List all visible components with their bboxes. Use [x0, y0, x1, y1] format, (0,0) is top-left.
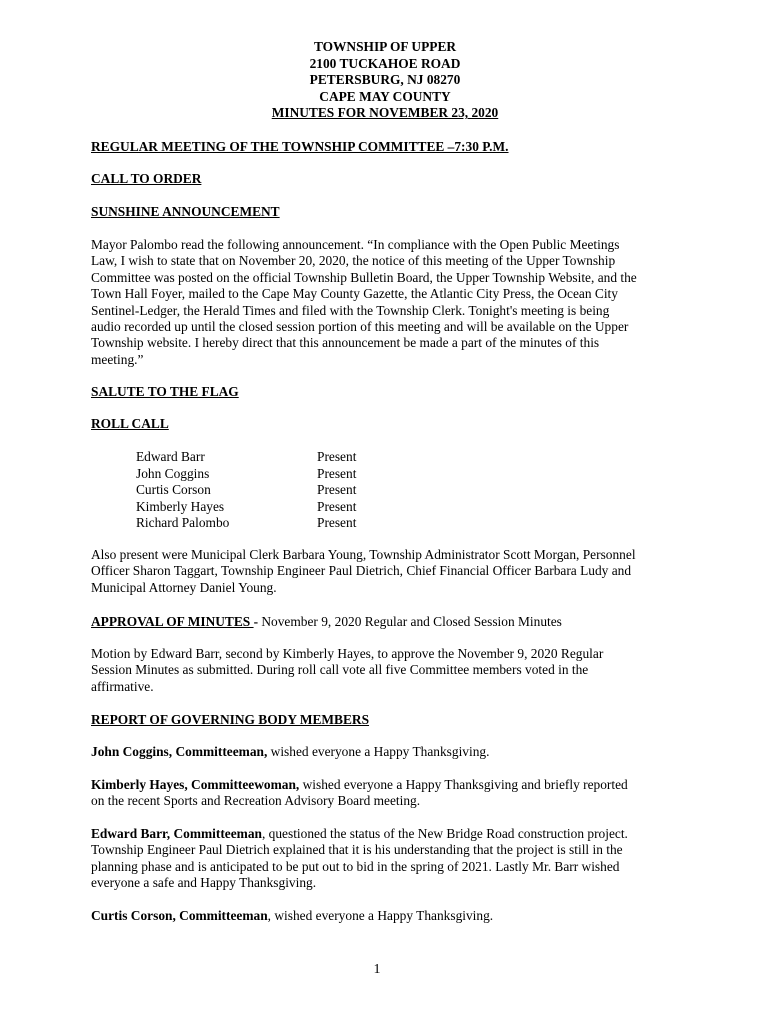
text-line: everyone a safe and Happy Thanksgiving. — [91, 875, 317, 891]
member-name: Edward Barr — [136, 449, 205, 464]
approval-line — [91, 614, 671, 630]
text-line: Township website. I hereby direct that this announcement be made a part of the minutes of this — [91, 335, 600, 351]
text-line: Session Minutes as submitted. During roll call vote all five Committee members voted in the — [91, 662, 589, 678]
report-coggins — [91, 744, 671, 760]
text-line: affirmative. — [91, 678, 154, 694]
roll-row — [136, 466, 436, 483]
text-line: Sentinel-Ledger, the Herald Times and filed with the Township Clerk. Tonight's meeting is being — [91, 302, 610, 318]
heading-regular-meeting: REGULAR MEETING OF THE TOWNSHIP COMMITTEE –7:30 P.M. — [91, 139, 509, 154]
member-name: Richard Palombo — [136, 515, 230, 531]
heading-salute: SALUTE TO THE FLAG — [91, 384, 239, 399]
report-text: wished everyone a Happy Thanksgiving. — [267, 744, 490, 759]
heading-approval: APPROVAL OF MINUTES — [91, 614, 254, 629]
report-hayes — [91, 777, 671, 810]
member-name: Curtis Corson — [136, 482, 211, 498]
attendance-status: Present — [317, 482, 357, 498]
text-line: Town Hall Foyer, mailed to the Cape May County Gazette, the Atlantic City Press, the Ocean City — [91, 286, 618, 302]
report-text: , questioned the status of the New Bridge Road construction project. — [261, 826, 628, 841]
text-line: Law, I wish to state that on November 20, 2020, the notice of this meeting of the Upper Township — [91, 253, 616, 269]
heading-sunshine: SUNSHINE ANNOUNCEMENT — [91, 204, 280, 219]
member-name: Curtis Corson, Committeeman — [91, 908, 268, 923]
document-header — [0, 39, 770, 122]
header-township: TOWNSHIP OF UPPER — [313, 39, 457, 54]
roll-row — [136, 482, 436, 499]
member-name: John Coggins, Committeeman, — [91, 744, 268, 759]
approval-dash: - — [253, 614, 262, 629]
text-line: Mayor Palombo read the following announcement. “In compliance with the Open Public Meetings — [91, 237, 620, 252]
text-line: Committee was posted on the official Township Bulletin Board, the Upper Township Website, and the — [91, 269, 637, 285]
attendance-status: Present — [317, 449, 357, 464]
text-line: Motion by Edward Barr, second by Kimberly Hayes, to approve the November 9, 2020 Regular — [91, 646, 604, 661]
approval-description: November 9, 2020 Regular and Closed Session Minutes — [261, 614, 562, 629]
report-corson — [91, 908, 671, 924]
attendance-status: Present — [317, 515, 357, 531]
member-name: John Coggins — [136, 465, 210, 481]
roll-row — [136, 499, 436, 516]
sunshine-paragraph — [91, 237, 671, 368]
heading-report: REPORT OF GOVERNING BODY MEMBERS — [91, 712, 370, 727]
motion-paragraph — [91, 646, 671, 695]
header-city: PETERSBURG, NJ 08270 — [309, 72, 461, 87]
text-line: planning phase and is anticipated to be put out to bid in the spring of 2021. Lastly Mr. Barr wished — [91, 858, 620, 874]
header-address: 2100 TUCKAHOE ROAD — [309, 55, 461, 71]
text-line: Officer Sharon Taggart, Township Engineer Paul Dietrich, Chief Financial Officer Barbara Ludy and — [91, 563, 632, 579]
heading-call-to-order: CALL TO ORDER — [91, 171, 202, 186]
report-text: , wished everyone a Happy Thanksgiving. — [267, 908, 494, 923]
member-name: Edward Barr, Committeeman — [91, 826, 262, 841]
text-line: Also present were Municipal Clerk Barbara Young, Township Administrator Scott Morgan, Personnel — [91, 547, 636, 562]
text-line: Township Engineer Paul Dietrich explained that it is his understanding that the project is still in the — [91, 842, 623, 858]
text-line: audio recorded up until the closed session portion of this meeting and will be available on the Upper — [91, 319, 629, 335]
attendance-status: Present — [317, 465, 357, 481]
roll-row — [136, 515, 436, 532]
text-line: meeting.” — [91, 351, 144, 367]
member-name: Kimberly Hayes — [136, 498, 225, 514]
also-present-paragraph — [91, 547, 671, 596]
header-minutes-title: MINUTES FOR NOVEMBER 23, 2020 — [271, 105, 499, 120]
heading-roll-call: ROLL CALL — [91, 416, 169, 431]
roll-call-list — [136, 449, 436, 532]
report-text: wished everyone a Happy Thanksgiving and briefly reported — [299, 777, 628, 792]
text-line: Municipal Attorney Daniel Young. — [91, 579, 277, 595]
page-number: 1 — [373, 962, 381, 977]
text-line: on the recent Sports and Recreation Advisory Board meeting. — [91, 793, 421, 809]
attendance-status: Present — [317, 498, 357, 514]
member-name: Kimberly Hayes, Committeewoman, — [91, 777, 300, 792]
report-barr — [91, 826, 671, 892]
roll-row — [136, 449, 436, 466]
header-county: CAPE MAY COUNTY — [319, 88, 451, 104]
